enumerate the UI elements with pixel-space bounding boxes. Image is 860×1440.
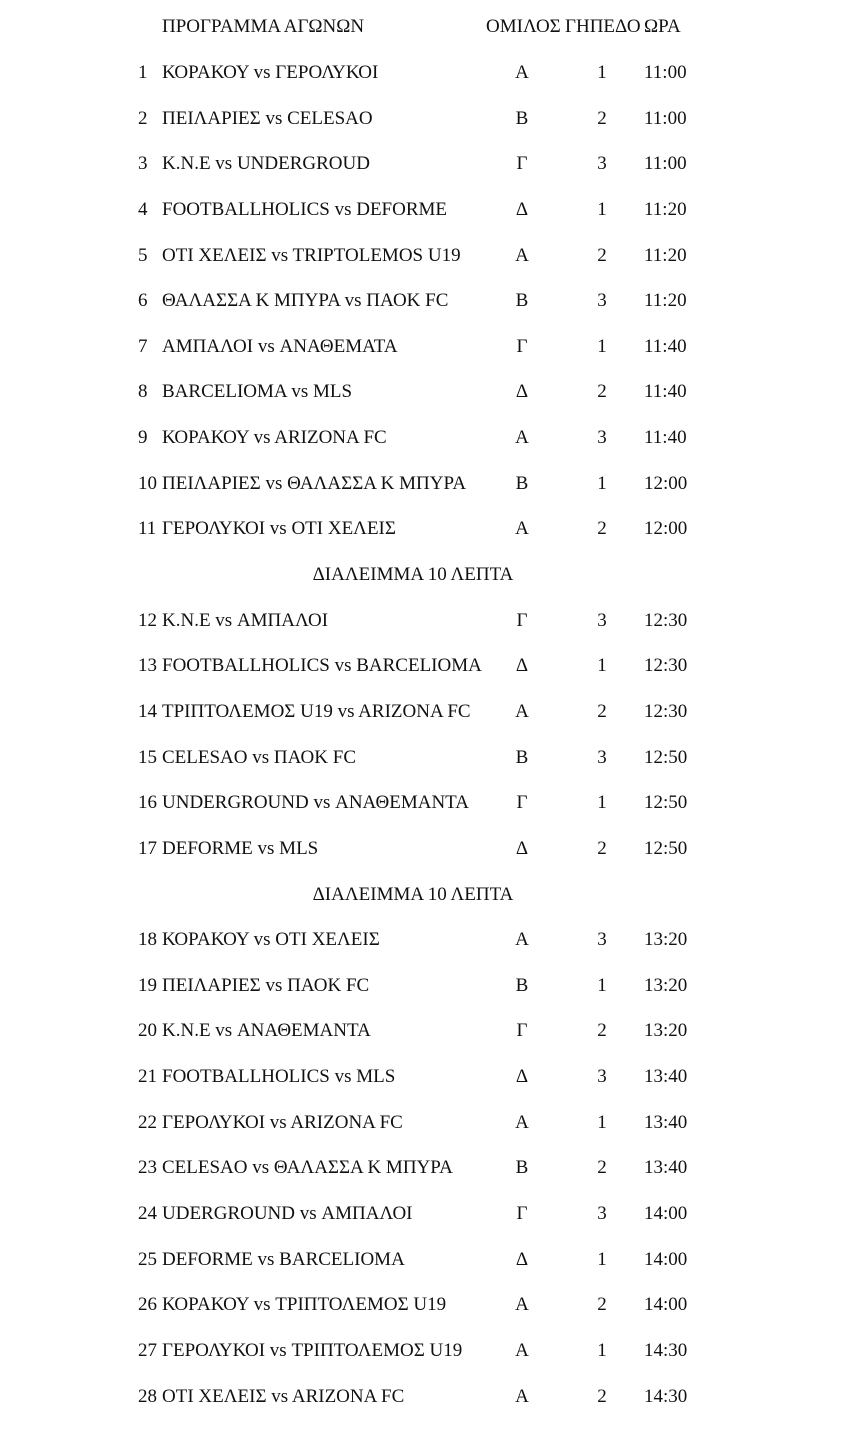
match-number: 20 xyxy=(138,1020,157,1042)
match-row xyxy=(0,1064,860,1110)
match-group: Β xyxy=(515,1157,529,1179)
match-group: Α xyxy=(515,1294,529,1316)
match-group: Γ xyxy=(516,335,528,357)
field-column-header: ΓΗΠΕΔΟ xyxy=(565,16,641,37)
match-row xyxy=(0,1110,860,1156)
match-number: 11 xyxy=(138,518,157,540)
match-number: 5 xyxy=(138,244,148,266)
match-teams: UDERGROUND vs ΑΜΠΑΛΟΙ xyxy=(162,1203,413,1225)
match-number: 25 xyxy=(138,1248,157,1270)
match-field: 2 xyxy=(597,1020,607,1042)
match-number: 6 xyxy=(138,290,148,312)
schedule-title: ΠΡΟΓΡΑΜΜΑ ΑΓΩΝΩΝ xyxy=(162,16,365,37)
match-teams: ΚΟΡΑΚΟΥ vs ARIZONA FC xyxy=(162,427,387,449)
match-number: 28 xyxy=(138,1385,157,1407)
match-field: 2 xyxy=(597,700,607,722)
schedule-header xyxy=(0,16,860,42)
match-group: Α xyxy=(515,244,529,266)
match-row xyxy=(0,106,860,152)
match-teams: Κ.Ν.Ε vs ΑΜΠΑΛΟΙ xyxy=(162,609,329,631)
match-field: 2 xyxy=(597,1385,607,1407)
match-teams: ΠΕΙΛΑΡΙΕΣ vs ΘΑΛΑΣΣΑ Κ ΜΠΥΡΑ xyxy=(162,472,467,494)
match-field: 2 xyxy=(597,837,607,859)
match-field: 1 xyxy=(597,1339,607,1361)
match-group: Δ xyxy=(515,381,529,403)
match-number: 8 xyxy=(138,381,148,403)
match-row xyxy=(0,334,860,380)
match-teams: ΚΟΡΑΚΟΥ vs ΤΡΙΠΤΟΛΕΜΟΣ U19 xyxy=(162,1294,447,1316)
match-group: Γ xyxy=(516,153,528,175)
match-field: 1 xyxy=(597,792,607,814)
match-group: Α xyxy=(515,62,529,83)
match-time: 14:00 xyxy=(644,1248,688,1270)
match-number: 15 xyxy=(138,746,157,768)
match-field: 3 xyxy=(597,290,607,312)
match-row xyxy=(0,1338,860,1384)
time-column-header: ΩΡΑ xyxy=(644,16,681,37)
match-teams: UNDERGROUND vs ΑΝΑΘΕΜΑΝΤΑ xyxy=(162,792,469,814)
match-time: 11:40 xyxy=(644,427,687,449)
match-field: 3 xyxy=(597,746,607,768)
match-teams: ΑΜΠΑΛΟΙ vs ΑΝΑΘΕΜΑΤΑ xyxy=(162,335,398,357)
match-number: 12 xyxy=(138,609,157,631)
match-field: 1 xyxy=(597,472,607,494)
match-group: Β xyxy=(515,746,529,768)
match-teams: ΚΟΡΑΚΟΥ vs ΓΕΡΟΛΥΚΟΙ xyxy=(162,62,379,83)
match-teams: FOOTBALLHOLICS vs DEFORME xyxy=(162,198,448,220)
match-group: Α xyxy=(515,929,529,951)
match-group: Α xyxy=(515,1111,529,1133)
match-time: 11:40 xyxy=(644,335,687,357)
match-teams: BARCELIOMA vs MLS xyxy=(162,381,353,403)
match-time: 11:40 xyxy=(644,381,687,403)
match-time: 12:50 xyxy=(644,837,688,859)
match-group: Α xyxy=(515,1339,529,1361)
match-time: 14:00 xyxy=(644,1203,688,1225)
match-group: Δ xyxy=(515,655,529,677)
match-group: Α xyxy=(515,518,529,540)
match-field: 2 xyxy=(597,518,607,540)
match-time: 14:00 xyxy=(644,1294,688,1316)
match-row xyxy=(0,973,860,1019)
match-row xyxy=(0,790,860,836)
match-field: 3 xyxy=(597,929,607,951)
match-teams: Κ.Ν.Ε vs ΑΝΑΘΕΜΑΝΤΑ xyxy=(162,1020,371,1042)
match-time: 12:30 xyxy=(644,700,688,722)
match-time: 11:20 xyxy=(644,290,687,312)
match-field: 1 xyxy=(597,62,607,83)
match-teams: CELESAO vs ΠΑΟΚ FC xyxy=(162,746,356,768)
match-field: 1 xyxy=(597,1248,607,1270)
match-time: 14:30 xyxy=(644,1385,688,1407)
match-row xyxy=(0,60,860,106)
match-time: 13:20 xyxy=(644,1020,688,1042)
match-row xyxy=(0,1155,860,1201)
match-time: 12:00 xyxy=(644,472,688,494)
match-number: 27 xyxy=(138,1339,157,1361)
match-group: Β xyxy=(515,974,529,996)
match-time: 11:20 xyxy=(644,244,687,266)
match-number: 10 xyxy=(138,472,157,494)
match-field: 2 xyxy=(597,381,607,403)
match-time: 11:00 xyxy=(644,107,687,129)
break-label: ΔΙΑΛΕΙΜΜΑ 10 ΛΕΠΤΑ xyxy=(312,883,514,905)
match-number: 4 xyxy=(138,198,148,220)
match-teams: ΟΤΙ ΧΕΛΕΙΣ vs TRIPTOLEMOS U19 xyxy=(162,244,461,266)
match-group: Α xyxy=(515,1385,529,1407)
match-number: 13 xyxy=(138,655,157,677)
match-group: Α xyxy=(515,700,529,722)
match-time: 12:50 xyxy=(644,746,688,768)
match-row xyxy=(0,516,860,562)
match-time: 13:40 xyxy=(644,1066,688,1088)
match-number: 7 xyxy=(138,335,148,357)
match-time: 12:30 xyxy=(644,609,688,631)
match-teams: Κ.Ν.Ε vs UNDERGROUD xyxy=(162,153,370,175)
match-field: 1 xyxy=(597,974,607,996)
group-column-header: ΟΜΙΛΟΣ xyxy=(486,16,561,37)
match-field: 2 xyxy=(597,1294,607,1316)
match-field: 3 xyxy=(597,609,607,631)
match-field: 2 xyxy=(597,1157,607,1179)
match-row xyxy=(0,1201,860,1247)
match-number: 26 xyxy=(138,1294,157,1316)
match-schedule-list xyxy=(0,60,860,1429)
match-field: 3 xyxy=(597,1203,607,1225)
match-teams: ΘΑΛΑΣΣΑ Κ ΜΠΥΡΑ vs ΠΑΟΚ FC xyxy=(162,290,449,312)
match-teams: ΟΤΙ ΧΕΛΕΙΣ vs ARIZONA FC xyxy=(162,1385,405,1407)
match-number: 21 xyxy=(138,1066,157,1088)
match-row xyxy=(0,151,860,197)
match-field: 1 xyxy=(597,335,607,357)
match-group: Β xyxy=(515,107,529,129)
match-number: 23 xyxy=(138,1157,157,1179)
match-row xyxy=(0,288,860,334)
match-row xyxy=(0,1247,860,1293)
match-group: Δ xyxy=(515,1066,529,1088)
match-row xyxy=(0,1292,860,1338)
match-row xyxy=(0,745,860,791)
match-teams: DEFORME vs MLS xyxy=(162,837,319,859)
match-group: Γ xyxy=(516,609,528,631)
match-row xyxy=(0,425,860,471)
match-group: Δ xyxy=(515,198,529,220)
match-number: 18 xyxy=(138,929,157,951)
match-row xyxy=(0,927,860,973)
match-number: 22 xyxy=(138,1111,157,1133)
match-group: Γ xyxy=(516,1020,528,1042)
match-teams: FOOTBALLHOLICS vs MLS xyxy=(162,1066,396,1088)
match-row xyxy=(0,836,860,882)
match-field: 3 xyxy=(597,1066,607,1088)
match-row xyxy=(0,197,860,243)
match-group: Α xyxy=(515,427,529,449)
match-number: 19 xyxy=(138,974,157,996)
match-group: Δ xyxy=(515,837,529,859)
match-row xyxy=(0,379,860,425)
match-time: 12:50 xyxy=(644,792,688,814)
match-group: Γ xyxy=(516,792,528,814)
match-time: 13:20 xyxy=(644,929,688,951)
match-field: 2 xyxy=(597,107,607,129)
match-group: Β xyxy=(515,472,529,494)
match-teams: ΠΕΙΛΑΡΙΕΣ vs CELESAO xyxy=(162,107,373,129)
match-number: 16 xyxy=(138,792,157,814)
match-number: 3 xyxy=(138,153,148,175)
match-teams: FOOTBALLHOLICS vs BARCELIOMA xyxy=(162,655,482,677)
match-teams: ΓΕΡΟΛΥΚΟΙ vs ΟΤΙ ΧΕΛΕΙΣ xyxy=(162,518,396,540)
match-field: 3 xyxy=(597,153,607,175)
match-group: Δ xyxy=(515,1248,529,1270)
match-number: 24 xyxy=(138,1203,157,1225)
match-time: 14:30 xyxy=(644,1339,688,1361)
match-time: 11:00 xyxy=(644,153,687,175)
match-time: 12:00 xyxy=(644,518,688,540)
match-teams: ΚΟΡΑΚΟΥ vs ΟΤΙ ΧΕΛΕΙΣ xyxy=(162,929,380,951)
match-number: 14 xyxy=(138,700,157,722)
match-teams: ΤΡΙΠΤΟΛΕΜΟΣ U19 vs ARIZONA FC xyxy=(162,700,471,722)
match-time: 11:20 xyxy=(644,198,687,220)
match-field: 3 xyxy=(597,427,607,449)
match-row xyxy=(0,699,860,745)
match-field: 1 xyxy=(597,1111,607,1133)
match-teams: ΓΕΡΟΛΥΚΟΙ vs ΤΡΙΠΤΟΛΕΜΟΣ U19 xyxy=(162,1339,463,1361)
match-group: Β xyxy=(515,290,529,312)
match-time: 13:20 xyxy=(644,974,688,996)
match-field: 1 xyxy=(597,655,607,677)
match-row xyxy=(0,608,860,654)
match-number: 2 xyxy=(138,107,148,129)
match-number: 17 xyxy=(138,837,157,859)
match-time: 13:40 xyxy=(644,1111,688,1133)
match-teams: CELESAO vs ΘΑΛΑΣΣΑ Κ ΜΠΥΡΑ xyxy=(162,1157,453,1179)
match-time: 11:00 xyxy=(644,62,687,83)
match-row xyxy=(0,653,860,699)
match-row xyxy=(0,1384,860,1430)
match-field: 2 xyxy=(597,244,607,266)
match-row xyxy=(0,243,860,289)
break-label: ΔΙΑΛΕΙΜΜΑ 10 ΛΕΠΤΑ xyxy=(312,564,514,586)
match-row xyxy=(0,471,860,517)
break-row xyxy=(0,882,860,928)
break-row xyxy=(0,562,860,608)
match-number: 1 xyxy=(138,62,148,83)
match-group: Γ xyxy=(516,1203,528,1225)
match-teams: ΠΕΙΛΑΡΙΕΣ vs ΠΑΟΚ FC xyxy=(162,974,370,996)
match-time: 12:30 xyxy=(644,655,688,677)
match-teams: ΓΕΡΟΛΥΚΟΙ vs ARIZONA FC xyxy=(162,1111,403,1133)
match-teams: DEFORME vs BARCELIOMA xyxy=(162,1248,405,1270)
match-time: 13:40 xyxy=(644,1157,688,1179)
match-row xyxy=(0,1018,860,1064)
match-field: 1 xyxy=(597,198,607,220)
match-number: 9 xyxy=(138,427,148,449)
